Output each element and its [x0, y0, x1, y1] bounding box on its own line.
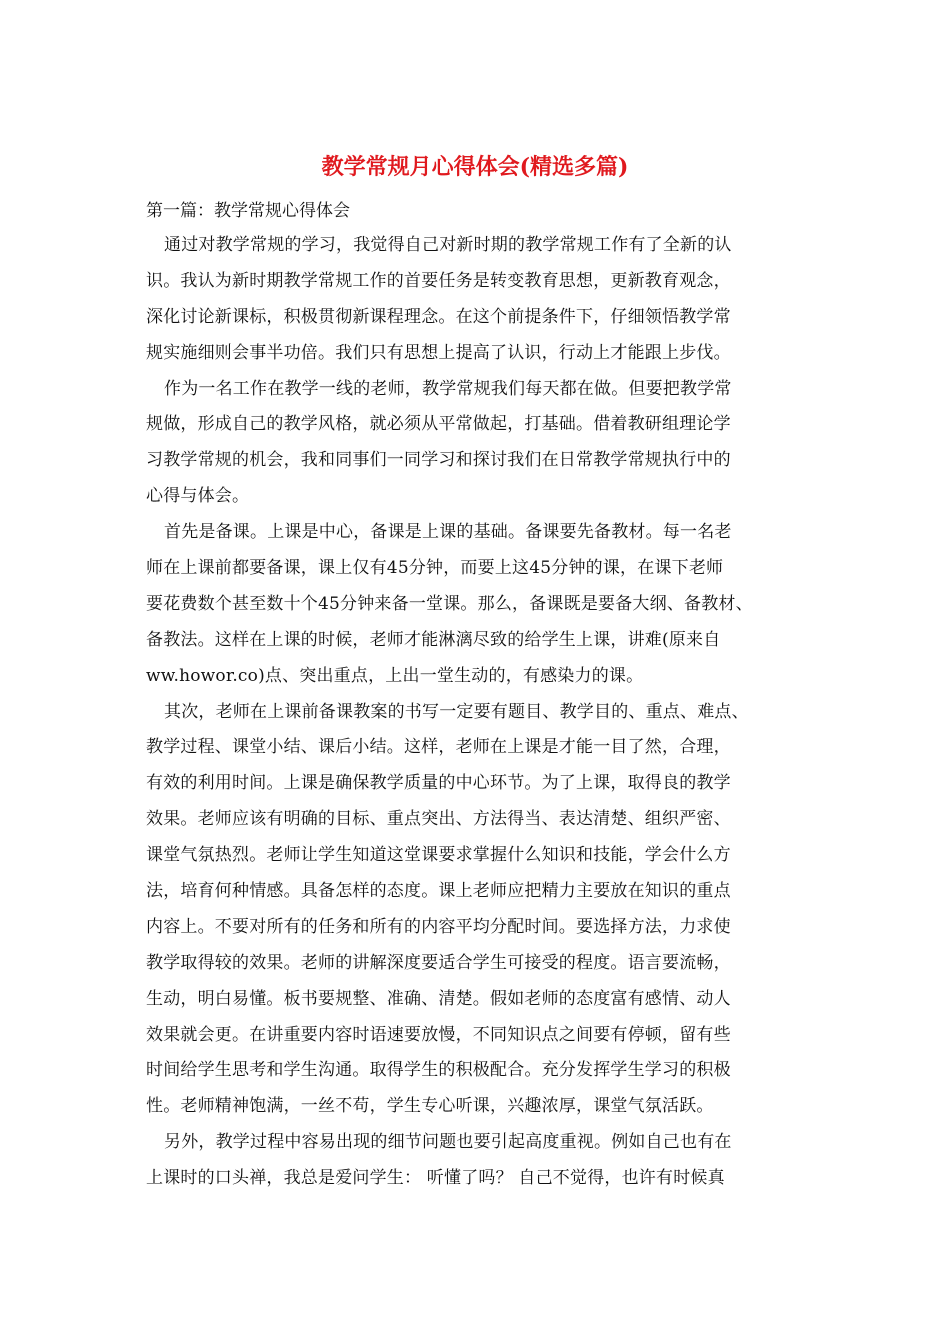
paragraph-line: 作为一名工作在教学一线的老师，教学常规我们每天都在做。但要把教学常 — [164, 378, 732, 399]
paragraph-line: 规做，形成自己的教学风格，就必须从平常做起，打基础。借着教研组理论学 — [146, 414, 731, 435]
paragraph-line: 深化讨论新课标，积极贯彻新课程理念。在这个前提条件下，仔细领悟教学常 — [146, 306, 731, 327]
paragraph-line: 心得与体会。 — [146, 486, 250, 507]
paragraph-line: 教学过程、课堂小结、课后小结。这样，老师在上课是才能一目了然，合理， — [146, 737, 731, 758]
paragraph-line: 法，培育何种情感。具备怎样的态度。课上老师应把精力主要放在知识的重点 — [146, 881, 731, 902]
paragraph-line: 规实施细则会事半功倍。我们只有思想上提高了认识，行动上才能跟上步伐。 — [146, 342, 731, 363]
paragraph-line: 内容上。不要对所有的任务和所有的内容平均分配时间。要选择方法，力求使 — [146, 916, 731, 937]
document-title: 教学常规月心得体会(精选多篇) — [321, 154, 629, 180]
paragraph-line: 上课时的口头禅，我总是爱问学生： 听懂了吗？ 自己不觉得，也许有时候真 — [146, 1168, 725, 1189]
paragraph-line: 另外，教学过程中容易出现的细节问题也要引起高度重视。例如自己也有在 — [164, 1132, 732, 1153]
paragraph-line: 效果就会更。在讲重要内容时语速要放慢，不同知识点之间要有停顿，留有些 — [146, 1024, 731, 1045]
section-heading: 第一篇：教学常规心得体会 — [146, 201, 350, 221]
paragraph-line: 性。老师精神饱满，一丝不苟，学生专心听课，兴趣浓厚，课堂气氛活跃。 — [146, 1096, 714, 1117]
document-body — [146, 228, 826, 1197]
paragraph-line: 首先是备课。上课是中心，备课是上课的基础。备课要先备教材。每一名老 — [164, 522, 732, 543]
paragraph-line: 教学取得较的效果。老师的讲解深度要适合学生可接受的程度。语言要流畅， — [146, 952, 731, 973]
paragraph-line: 生动，明白易懂。板书要规整、准确、清楚。假如老师的态度富有感情、动人 — [146, 988, 731, 1009]
paragraph-line: ww.howor.co)点、突出重点，上出一堂生动的，有感染力的课。 — [146, 665, 644, 686]
paragraph-line: 效果。老师应该有明确的目标、重点突出、方法得当、表达清楚、组织严密、 — [146, 809, 731, 830]
paragraph-line: 课堂气氛热烈。老师让学生知道这堂课要求掌握什么知识和技能，学会什么方 — [146, 845, 731, 866]
paragraph-line: 时间给学生思考和学生沟通。取得学生的积极配合。充分发挥学生学习的积极 — [146, 1060, 731, 1081]
paragraph-line: 备教法。这样在上课的时候，老师才能淋漓尽致的给学生上课，讲难(原来自 — [146, 629, 721, 650]
paragraph-line: 要花费数个甚至数十个45分钟来备一堂课。那么，备课既是要备大纲、备教材、 — [146, 593, 753, 614]
paragraph-line: 习教学常规的机会，我和同事们一同学习和探讨我们在日常教学常规执行中的 — [146, 450, 731, 471]
paragraph-line: 识。我认为新时期教学常规工作的首要任务是转变教育思想，更新教育观念， — [146, 270, 731, 291]
paragraph-line: 师在上课前都要备课，课上仅有45分钟，而要上这45分钟的课，在课下老师 — [146, 558, 724, 579]
paragraph-line: 其次，老师在上课前备课教案的书写一定要有题目、教学目的、重点、难点、 — [164, 701, 749, 722]
paragraph-line: 有效的利用时间。上课是确保教学质量的中心环节。为了上课，取得良的教学 — [146, 773, 731, 794]
paragraph-line: 通过对教学常规的学习，我觉得自己对新时期的教学常规工作有了全新的认 — [164, 235, 732, 255]
